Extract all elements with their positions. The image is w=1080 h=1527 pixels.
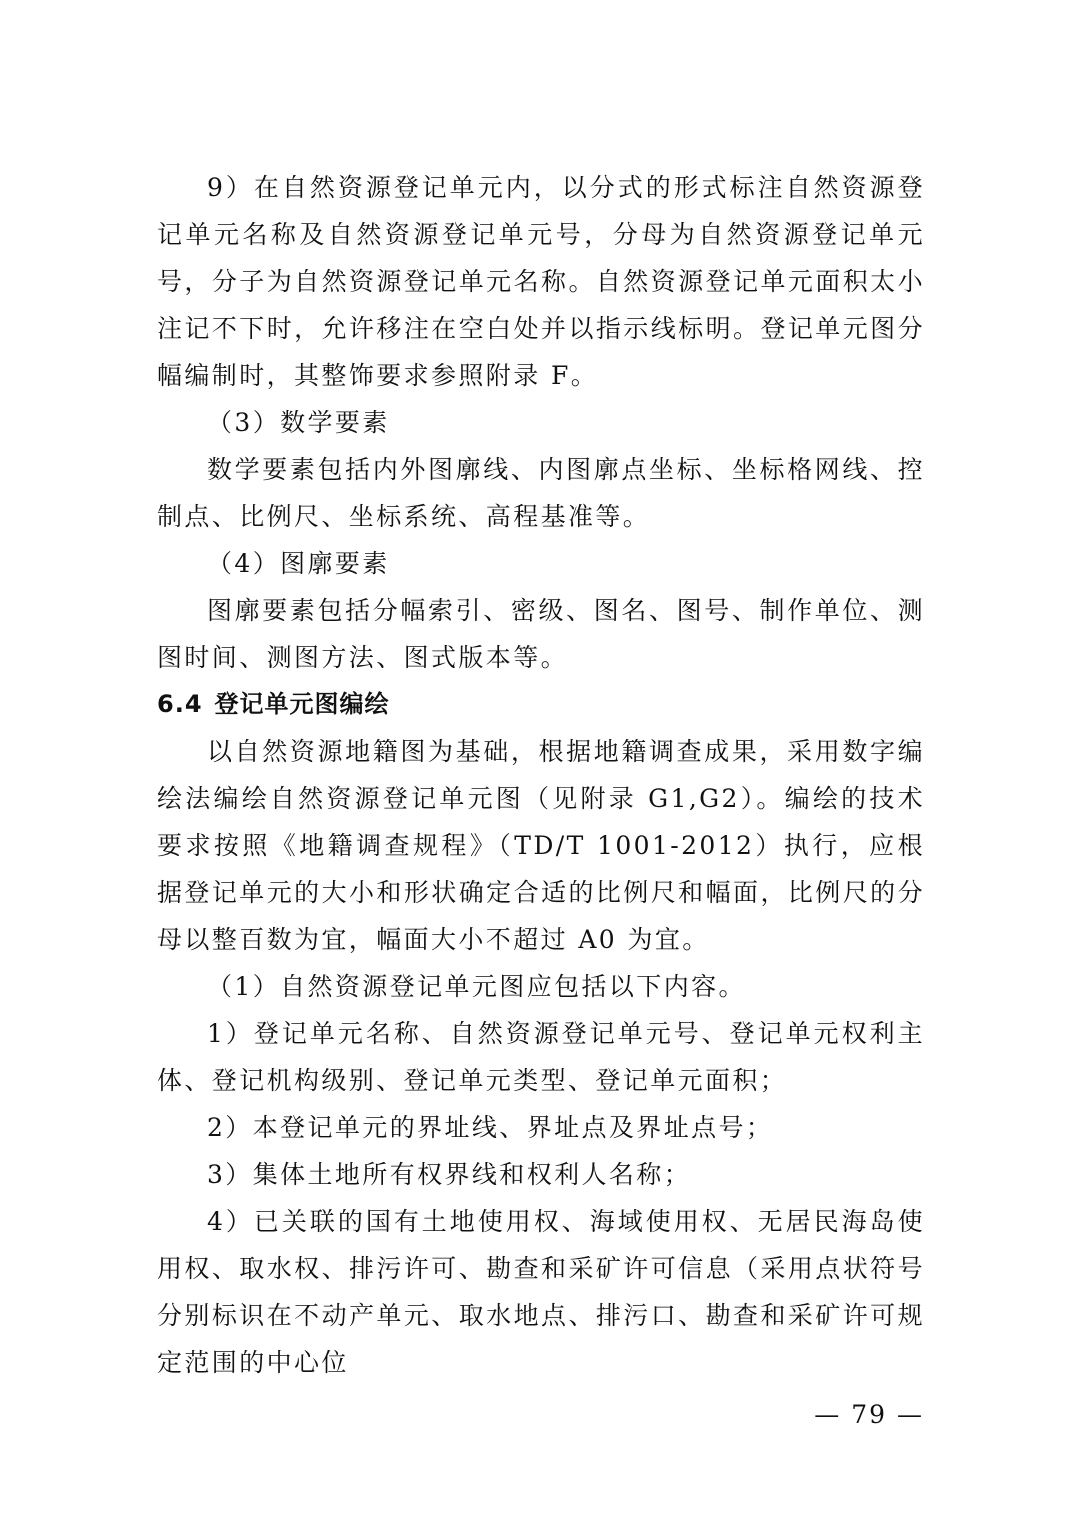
section-number: 6.4	[157, 690, 203, 718]
paragraph-frame-elements: 图廓要素包括分幅索引、密级、图名、图号、制作单位、测图时间、测图方法、图式版本等。	[157, 596, 925, 672]
list-item-2: 2）本登记单元的界址线、界址点及界址点号；	[207, 1113, 774, 1142]
subheading-frame-elements: （4）图廓要素	[207, 549, 390, 578]
page-body	[157, 164, 925, 1386]
subheading-math-elements: （3）数学要素	[207, 408, 390, 437]
section-title: 登记单元图编绘	[214, 690, 390, 718]
paragraph-compilation: 以自然资源地籍图为基础，根据地籍调查成果，采用数字编绘法编绘自然资源登记单元图（见附录 G1,G2）。编绘的技术要求按照《地籍调查规程》（TD/T 1001-2012）执行，应根据登记单元的大小和形状确定合适的比例尺和幅面，比例尺的分母以整百数为宜，幅面大小不超过 A0 为宜。	[157, 737, 925, 954]
subheading-contents: （1）自然资源登记单元图应包括以下内容。	[207, 972, 746, 1001]
list-item-1: 1）登记单元名称、自然资源登记单元号、登记单元权利主体、登记机构级别、登记单元类型、登记单元面积；	[157, 1019, 925, 1095]
page-number: — 79 —	[814, 1400, 924, 1429]
list-item-4: 4）已关联的国有土地使用权、海域使用权、无居民海岛使用权、取水权、排污许可、勘查和采矿许可信息（采用点状符号分别标识在不动产单元、取水地点、排污口、勘查和采矿许可规定范围的中心位	[157, 1207, 925, 1377]
paragraph-math-elements: 数学要素包括内外图廓线、内图廓点坐标、坐标格网线、控制点、比例尺、坐标系统、高程基准等。	[157, 455, 925, 531]
section-heading	[157, 681, 925, 728]
paragraph-item-9: 9）在自然资源登记单元内，以分式的形式标注自然资源登记单元名称及自然资源登记单元号，分母为自然资源登记单元号，分子为自然资源登记单元名称。自然资源登记单元面积太小注记不下时，允许移注在空白处并以指示线标明。登记单元图分幅编制时，其整饰要求参照附录 F。	[157, 173, 925, 390]
list-item-3: 3）集体土地所有权界线和权利人名称；	[207, 1160, 692, 1189]
